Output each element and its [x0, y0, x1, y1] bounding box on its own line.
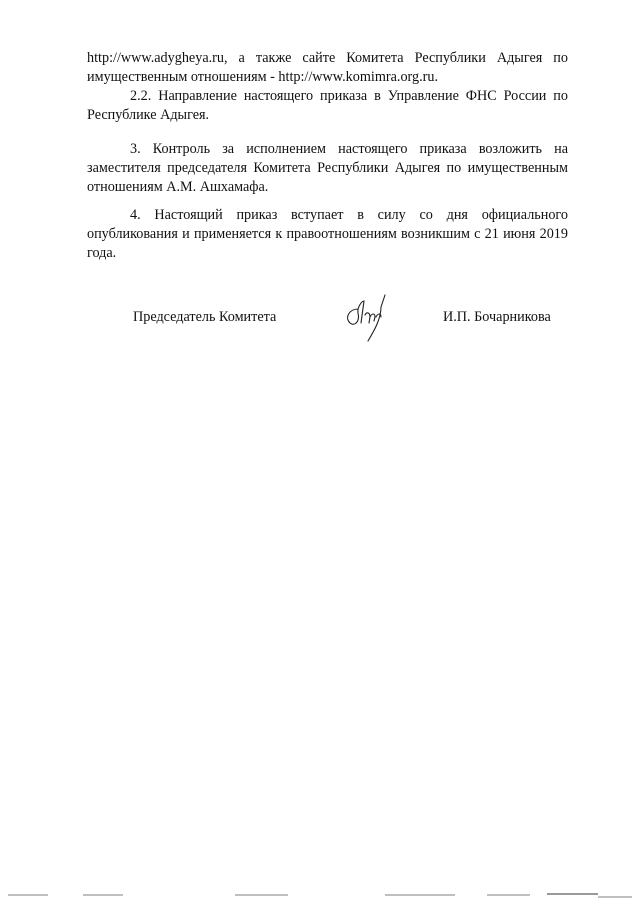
paragraph-text: 4. Настоящий приказ вступает в силу со дня официального опубликования и применяется к правоотношениям возникшим с 21 июня 2019 года.	[87, 207, 568, 261]
paragraph-text: 2.2. Направление настоящего приказа в Управление ФНС России по Республике Адыгея.	[87, 88, 568, 123]
paragraph-line: http://www.adygheya.ru, а также сайте Комитета Республики Адыгея по	[87, 50, 568, 66]
paragraph-4	[87, 206, 568, 263]
signatory-position: Председатель Комитета	[133, 309, 277, 325]
paragraph-line: имущественным отношениям - http://www.komimra.org.ru.	[87, 69, 439, 85]
paragraph-2-1-continuation	[87, 49, 568, 87]
signatory-name: И.П. Бочарникова	[443, 309, 551, 325]
paragraph-text: 3. Контроль за исполнением настоящего приказа возложить на заместителя председателя Комитета Республики Адыгея по имущественным отношениям А.М. Ашхамафа.	[87, 141, 568, 195]
handwritten-signature	[340, 287, 390, 347]
paragraph-3	[87, 140, 568, 197]
paragraph-2-2	[87, 87, 568, 125]
footer-scan-lines	[0, 890, 640, 900]
